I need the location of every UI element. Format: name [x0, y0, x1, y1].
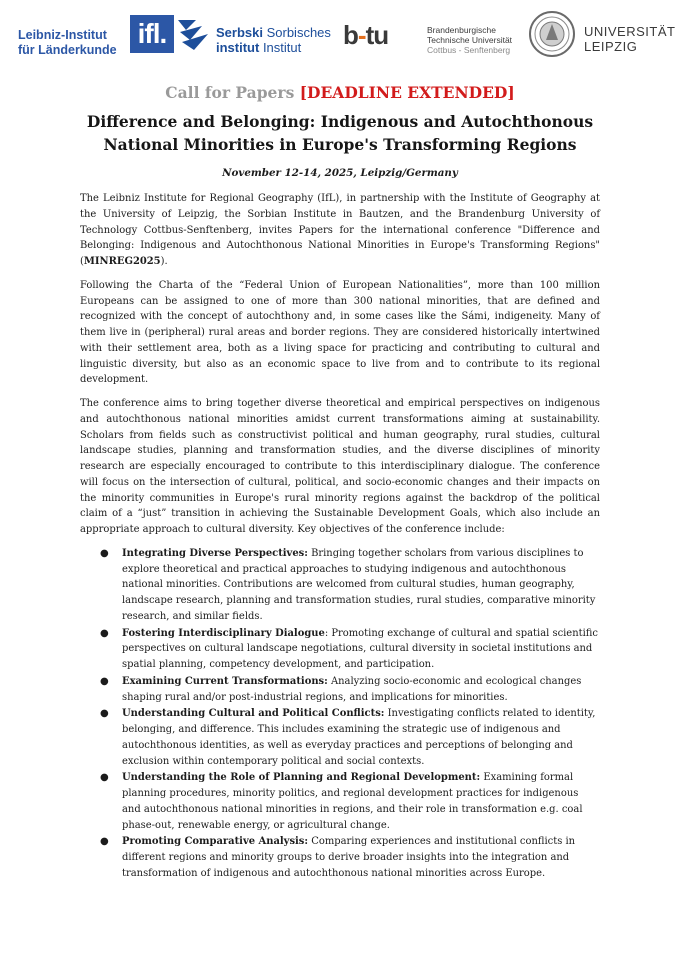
- intro-paragraph: The Leibniz Institute for Regional Geography (IfL), in partnership with the Institute of Geography at the University of Leipzig, the Sorbian Institute in Bautzen, and the Brandenburg University of Technology Cottbus-Senftenberg, invites Papers for the international conference "Difference and Belonging: Indigenous and Autochthonous National Minorities in Europe's Transforming Regions" (MINREG2025).: [80, 193, 600, 267]
- bullet-icon: ●: [100, 772, 109, 784]
- university-seal-icon: [528, 10, 576, 58]
- objective-title: Integrating Diverse Perspectives:: [122, 547, 308, 559]
- bullet-icon: ●: [100, 675, 109, 687]
- bullet-icon: ●: [100, 547, 109, 559]
- bullet-icon: ●: [100, 708, 109, 720]
- conference-acronym: MINREG2025: [83, 256, 161, 267]
- ifl-logo-line2: für Länderkunde: [18, 43, 117, 57]
- sorbian-logo-word4: Institut: [259, 40, 302, 55]
- objective-text: Investigating conflicts related to identity, belonging, and difference. This includes examining the strategic use of indigenous and autochthonous identities, as well as everyday practices and perceptions of belonging and exclusion within contemporary political and social contexts.: [122, 708, 596, 767]
- list-item: [80, 546, 600, 625]
- background-paragraph: Following the Charta of the “Federal Union of European Nationalities”, more than 100 million Europeans can be assigned to one of more than 300 national minorities, that are defined and recognized with the concept of autochthony and, in some cases like the Sámi, indigeneity. Many of them live in (peripheral) rural areas and border regions. They are considered historically intertwined with their settlement area, both as a living space for practicing and contributing to cultural and linguistic diversity, but also as an economic space to live from and to contribute to its regional development.: [80, 279, 600, 386]
- sorbian-logo-word2: Sorbisches: [262, 25, 331, 40]
- leipzig-logo-line1: UNIVERSITÄT: [584, 24, 676, 39]
- logo-strip: [0, 0, 678, 66]
- sorbian-logo-word1: Serbski: [216, 25, 263, 40]
- ifl-logo-line1: Leibniz-Institut: [18, 28, 107, 42]
- bullet-icon: ●: [100, 627, 109, 639]
- objective-title: Examining Current Transformations:: [122, 675, 328, 687]
- btu-logo-mark: b-tu: [343, 20, 389, 50]
- sorbian-wing-icon: [176, 16, 210, 54]
- leipzig-university-logo: [528, 10, 674, 60]
- document-body: [80, 80, 600, 883]
- call-for-papers-heading: [80, 80, 600, 105]
- objective-text: Analyzing socio-economic and ecological changes shaping rural and/or post-industrial regions, and implications for minorities.: [122, 675, 582, 703]
- objective-title: Understanding Cultural and Political Conflicts:: [122, 708, 385, 720]
- objective-text: Examining formal planning procedures, minority politics, and regional development practices for indigenous and autochthonous national minorities in regions, and their role in transformation e.g. coal phase-out, renewable energy, or agricultural change.: [122, 772, 583, 831]
- btu-logo: [343, 10, 523, 60]
- list-item: [80, 770, 600, 833]
- objective-title: Promoting Comparative Analysis:: [122, 836, 309, 848]
- objective-text: Comparing experiences and institutional conflicts in different regions and minority groups to derive broader insights into the integration and transformation of indigenous and autochthonous national minorities across Europe.: [122, 836, 576, 879]
- aims-paragraph: The conference aims to bring together diverse theoretical and empirical perspectives on indigenous and autochthonous national minorities amidst current transformations aiming at sustainability. Scholars from fields such as constructivist political and human geography, rural studies, cultural landscape studies, planning and transformation studies, and the diverse disciplines of minority research are especially encouraged to contribute to this interdisciplinary dialogue. The conference will focus on the intersection of cultural, political, and socio-economic changes and their impacts on the minority communities in Europe's rural minority regions against the backdrop of the political claim of a “just” transition in achieving the Sustainable Development Goals, which also include an appropriate approach to cultural diversity. Key objectives of the conference include:: [80, 398, 600, 535]
- leipzig-logo-line2: LEIPZIG: [584, 39, 638, 54]
- sorbian-logo-word3: institut: [216, 40, 260, 55]
- bullet-icon: ●: [100, 836, 109, 848]
- sorbian-institute-logo: [176, 10, 336, 60]
- cfp-label: Call for Papers: [165, 83, 300, 102]
- btu-logo-line3: Cottbus - Senftenberg: [427, 45, 511, 55]
- conference-title: Difference and Belonging: Indigenous and Autochthonous National Minorities in Europe's Transforming Regions: [86, 112, 594, 154]
- list-item: [80, 834, 600, 881]
- list-item: [80, 626, 600, 673]
- ifl-logo-mark: ifl.: [130, 15, 174, 53]
- objectives-list: [80, 546, 600, 882]
- ifl-logo: [14, 10, 167, 60]
- btu-logo-line2: Technische Universität: [427, 35, 513, 45]
- conference-date-location: November 12-14, 2025, Leipzig/Germany: [222, 167, 458, 179]
- objective-title: Fostering Interdisciplinary Dialogue: [122, 627, 325, 639]
- btu-logo-line1: Brandenburgische: [427, 25, 496, 35]
- list-item: [80, 674, 600, 706]
- objective-text: : Promoting exchange of cultural and spatial scientific perspectives on cultural landscape negotiations, cultural diversity in societal institutions and spatial planning, competency development, and participation.: [122, 627, 598, 670]
- objective-title: Understanding the Role of Planning and Regional Development:: [122, 772, 481, 784]
- deadline-extended-label: [DEADLINE EXTENDED]: [299, 83, 515, 102]
- objective-text: Bringing together scholars from various disciplines to explore theoretical and practical approaches to studying indigenous and autochthonous national minorities. Contributions are welcomed from cultural studies, human geography, landscape research, planning and transformation studies, rural studies, comparative minority research, and similar fields.: [122, 547, 596, 622]
- list-item: [80, 706, 600, 769]
